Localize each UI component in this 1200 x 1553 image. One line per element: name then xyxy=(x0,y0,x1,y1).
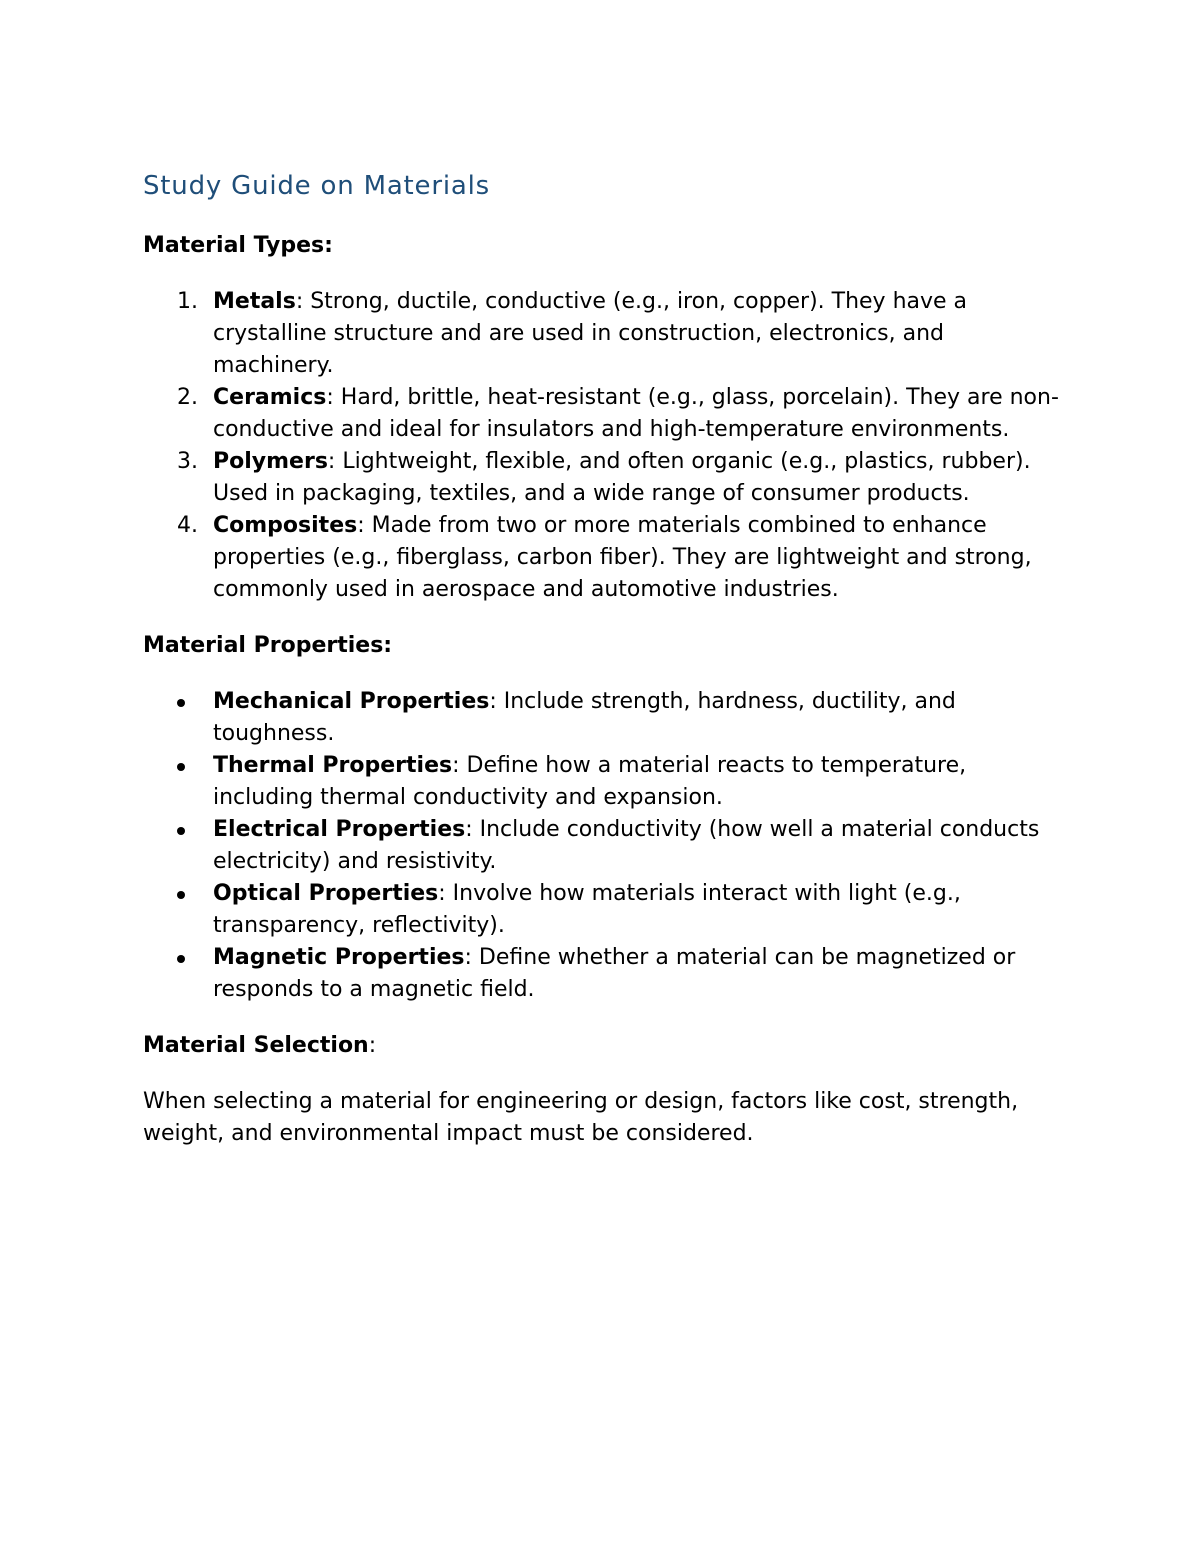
list-item-term: Magnetic Properties xyxy=(213,945,465,970)
list-item-term: Thermal Properties xyxy=(213,753,453,778)
list-item xyxy=(143,750,1068,814)
list-item xyxy=(143,382,1068,446)
list-item-term: Ceramics xyxy=(213,385,327,410)
bullet-icon xyxy=(177,827,185,835)
list-item-description: : Hard, brittle, heat-resistant (e.g., glass, porcelain). They are non-conductive and ideal for insulators and high-temperature environments. xyxy=(213,385,1059,442)
list-item-description: : Strong, ductile, conductive (e.g., iron, copper). They have a crystalline structure and are used in construction, electronics, and machinery. xyxy=(213,289,968,378)
list-item-description: : Involve how materials interact with light (e.g., transparency, reflectivity). xyxy=(213,881,961,938)
list-item xyxy=(143,510,1068,606)
list-item xyxy=(143,878,1068,942)
list-number: 1. xyxy=(177,289,198,314)
list-item-term: Composites xyxy=(213,513,358,538)
material-properties-heading: Material Properties: xyxy=(143,633,393,658)
list-item-term: Electrical Properties xyxy=(213,817,466,842)
document-content xyxy=(143,168,1068,1150)
material-types-list xyxy=(143,286,1068,606)
material-properties-list xyxy=(143,686,1068,1006)
list-item-description: : Define whether a material can be magnetized or responds to a magnetic field. xyxy=(213,945,1016,1002)
list-item xyxy=(143,814,1068,878)
list-item-description: : Include strength, hardness, ductility, and toughness. xyxy=(213,689,956,746)
bullet-icon xyxy=(177,763,185,771)
document-title: Study Guide on Materials xyxy=(143,171,490,201)
material-types-heading: Material Types: xyxy=(143,233,333,258)
list-item-description: : Made from two or more materials combined to enhance properties (e.g., fiberglass, carbon fiber). They are lightweight and strong, commonly used in aerospace and automotive industries. xyxy=(213,513,1032,602)
list-item-term: Metals xyxy=(213,289,296,314)
list-item-term: Optical Properties xyxy=(213,881,439,906)
list-number: 3. xyxy=(177,449,198,474)
list-item-description: : Lightweight, flexible, and often organic (e.g., plastics, rubber). Used in packaging, textiles, and a wide range of consumer products. xyxy=(213,449,1031,506)
list-item xyxy=(143,686,1068,750)
material-selection-heading-term: Material Selection xyxy=(143,1033,369,1058)
bullet-icon xyxy=(177,955,185,963)
material-selection-heading xyxy=(143,1030,1068,1062)
material-selection-paragraph: When selecting a material for engineering or design, factors like cost, strength, weight, and environmental impact must be considered. xyxy=(143,1089,1019,1146)
bullet-icon xyxy=(177,699,185,707)
list-item xyxy=(143,446,1068,510)
material-selection-heading-suffix: : xyxy=(368,1033,377,1058)
list-item xyxy=(143,942,1068,1006)
list-item xyxy=(143,286,1068,382)
list-item-term: Polymers xyxy=(213,449,328,474)
list-item-term: Mechanical Properties xyxy=(213,689,490,714)
bullet-icon xyxy=(177,891,185,899)
list-number: 4. xyxy=(177,513,198,538)
list-number: 2. xyxy=(177,385,198,410)
list-item-description: : Include conductivity (how well a material conducts electricity) and resistivity. xyxy=(213,817,1040,874)
list-item-description: : Define how a material reacts to temperature, including thermal conductivity and expansion. xyxy=(213,753,967,810)
